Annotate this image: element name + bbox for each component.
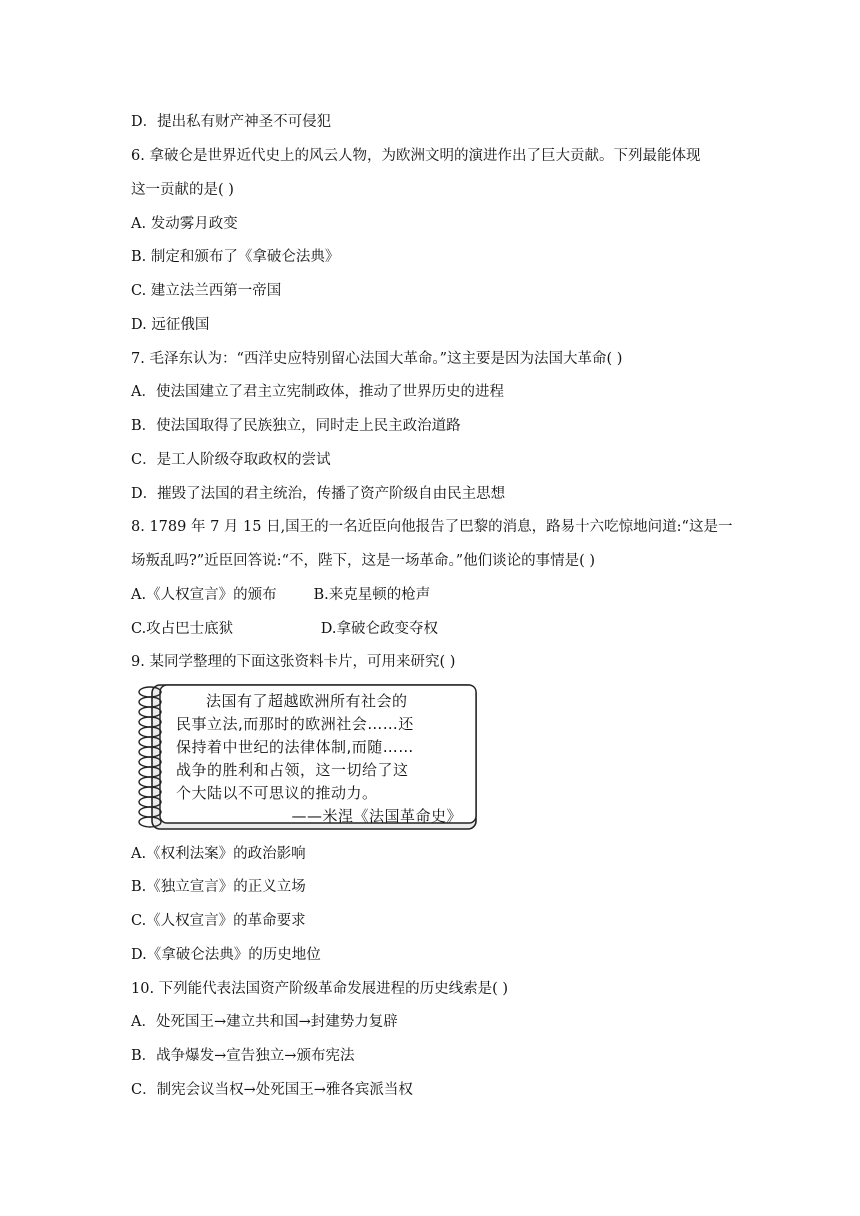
q9-option-b: B.《独立宣言》的正义立场 xyxy=(131,879,306,895)
q7-option-b: B．使法国取得了民族独立，同时走上民主政治道路 xyxy=(131,418,461,434)
q8-options-ab: A.《人权宣言》的颁布 B.来克星顿的枪声 xyxy=(131,587,431,603)
q10-option-b: B．战争爆发→宣告独立→颁布宪法 xyxy=(131,1048,355,1064)
card-line: 战争的胜利和占领，这一切给了这 xyxy=(176,761,409,779)
card-line: 法国有了超越欧洲所有社会的 xyxy=(206,692,408,710)
q8-stem-line2: 场叛乱吗?”近臣回答说:“不，陛下，这是一场革命。”他们谈论的事情是( ) xyxy=(131,553,596,569)
card-quote xyxy=(176,690,466,828)
q8-options-cd: C.攻占巴士底狱 D.拿破仑政变夺权 xyxy=(131,621,438,637)
q6-option-a: A. 发动雾月政变 xyxy=(131,216,238,232)
q7-option-d: D．摧毁了法国的君主统治，传播了资产阶级自由民主思想 xyxy=(131,486,506,502)
card-line: 保持着中世纪的法律体制,而随…… xyxy=(176,738,414,756)
q6-option-c: C. 建立法兰西第一帝国 xyxy=(131,283,282,299)
q7-option-c: C．是工人阶级夺取政权的尝试 xyxy=(131,452,331,468)
card-source: ——米涅《法国革命史》 xyxy=(291,807,462,825)
q6-stem-line2: 这一贡献的是( ) xyxy=(131,182,234,198)
card-line: 民事立法,而那时的欧洲社会……还 xyxy=(176,715,414,733)
q10-stem: 10. 下列能代表法国资产阶级革命发展进程的历史线索是( ) xyxy=(131,981,509,997)
q10-option-a: A．处死国王→建立共和国→封建势力复辟 xyxy=(131,1014,398,1030)
q9-option-d: D.《拿破仑法典》的历史地位 xyxy=(131,947,321,963)
q9-option-a: A.《权利法案》的政治影响 xyxy=(131,846,306,862)
q10-option-c: C．制宪会议当权→处死国王→雅各宾派当权 xyxy=(131,1082,413,1098)
q6-option-d: D. 远征俄国 xyxy=(131,317,210,333)
q9-option-c: C.《人权宣言》的革命要求 xyxy=(131,913,306,929)
material-card xyxy=(134,682,480,832)
q7-option-a: A．使法国建立了君主立宪制政体，推动了世界历史的进程 xyxy=(131,384,504,400)
q8-stem-line1: 8. 1789 年 7 月 15 日,国王的一名近臣向他报告了巴黎的消息，路易十六吃惊地问道:“这是一 xyxy=(131,519,733,535)
q7-stem: 7. 毛泽东认为：“西洋史应特别留心法国大革命。”这主要是因为法国大革命( ) xyxy=(131,351,623,367)
card-line: 个大陆以不可思议的推动力。 xyxy=(176,784,378,802)
q6-option-b: B. 制定和颁布了《拿破仑法典》 xyxy=(131,249,340,265)
q5-option-d: D．提出私有财产神圣不可侵犯 xyxy=(131,114,332,130)
q9-stem: 9. 某同学整理的下面这张资料卡片，可用来研究( ) xyxy=(131,654,456,670)
q6-stem-line1: 6. 拿破仑是世界近代史上的风云人物，为欧洲文明的演进作出了巨大贡献。下列最能体现 xyxy=(131,148,701,164)
